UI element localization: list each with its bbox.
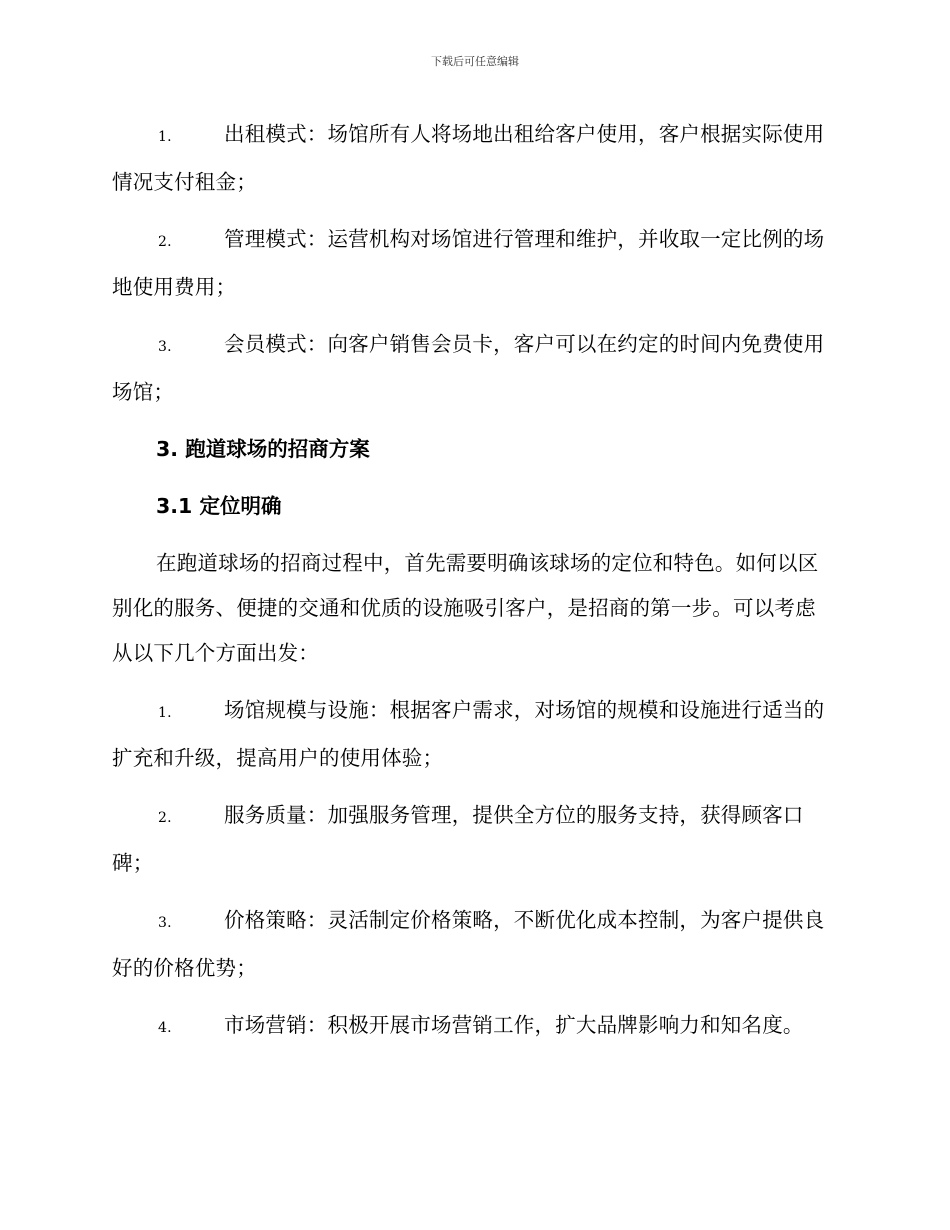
list-item-number: 3. (158, 339, 172, 355)
list-item-number: 2. (158, 234, 172, 250)
list-item-number: 4. (158, 1020, 172, 1036)
document-body (112, 112, 834, 1063)
list-item-number: 1. (158, 705, 172, 721)
list-item (112, 898, 834, 991)
list-item-number: 2. (158, 810, 172, 826)
list-item (112, 1003, 834, 1051)
section-heading: 3. 跑道球场的招商方案 (156, 437, 370, 461)
list-item (112, 688, 834, 781)
list-item (112, 217, 834, 310)
list-item (112, 793, 834, 886)
list-item-number: 3. (158, 915, 172, 931)
list-item (112, 322, 834, 415)
list-item-text: 出租模式：场馆所有人将场地出租给客户使用，客户根据实际使用情况支付租金； (112, 122, 825, 194)
header-note: 下载后可任意编辑 (431, 55, 519, 68)
list-item-text: 市场营销：积极开展市场营销工作，扩大品牌影响力和知名度。 (224, 1013, 804, 1037)
list-item (112, 112, 834, 205)
list-item-text: 场馆规模与设施：根据客户需求，对场馆的规模和设施进行适当的扩充和升级，提高用户的使用体验； (112, 698, 825, 770)
subsection-heading: 3.1 定位明确 (156, 494, 282, 518)
list-item-text: 会员模式：向客户销售会员卡，客户可以在约定的时间内免费使用场馆； (112, 332, 825, 404)
list-item-text: 服务质量：加强服务管理，提供全方位的服务支持，获得顾客口碑； (112, 803, 804, 875)
list-item-text: 价格策略：灵活制定价格策略，不断优化成本控制，为客户提供良好的价格优势； (112, 908, 825, 980)
list-item-text: 管理模式：运营机构对场馆进行管理和维护，并收取一定比例的场地使用费用； (112, 227, 825, 299)
list-item-number: 1. (158, 129, 172, 145)
intro-paragraph: 在跑道球场的招商过程中，首先需要明确该球场的定位和特色。如何以区别化的服务、便捷的交通和优质的设施吸引客户，是招商的第一步。可以考虑从以下几个方面出发： (112, 551, 819, 665)
